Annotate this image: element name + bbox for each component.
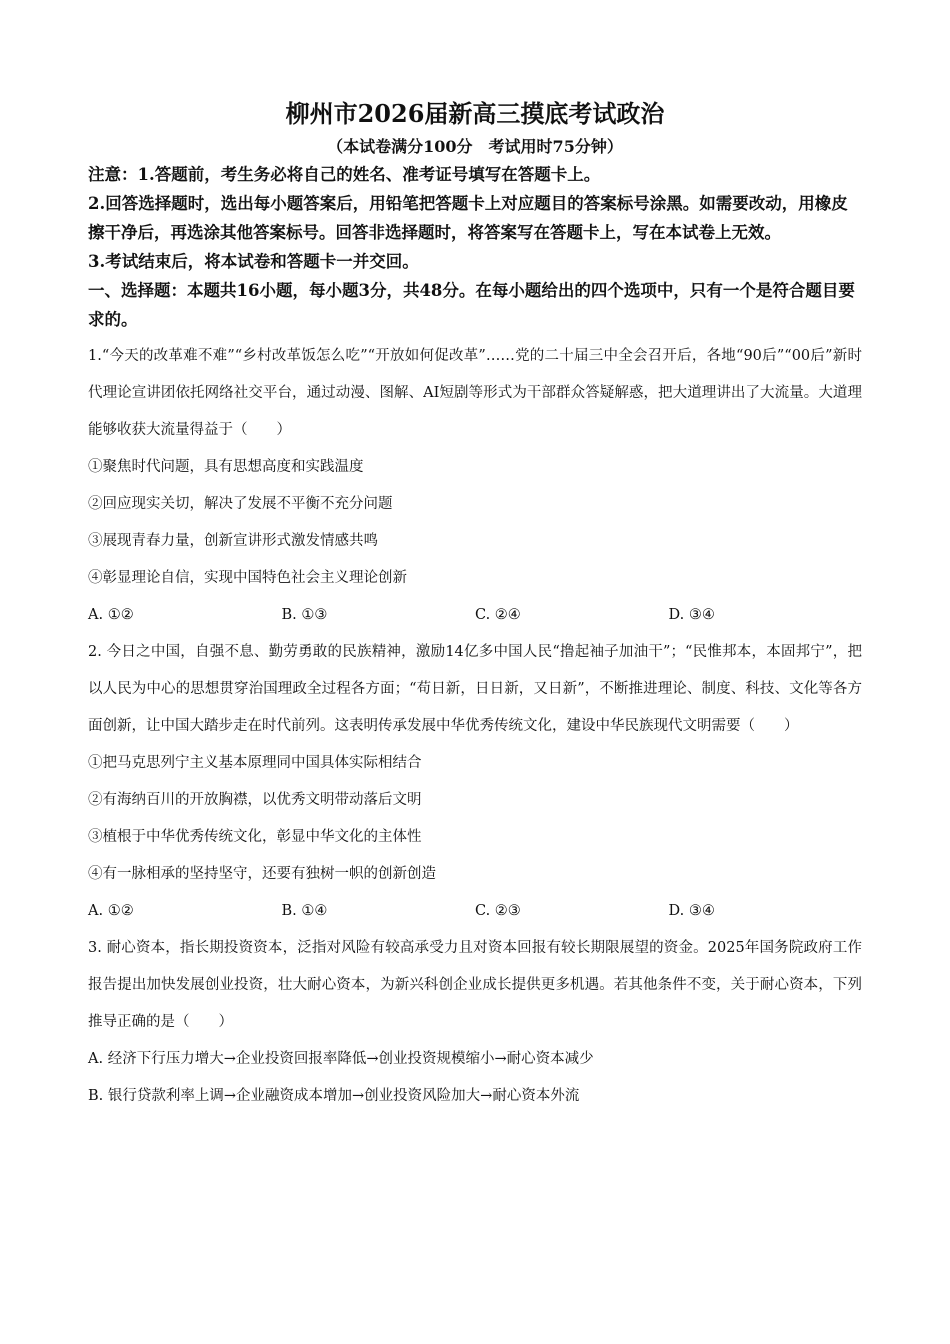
statement: ③植根于中华优秀传统文化，彰显中华文化的主体性 [88, 829, 422, 845]
page-subtitle: （本试卷满分100分 考试用时75分钟） [327, 137, 623, 156]
option-b[interactable]: B. 银行贷款利率上调→企业融资成本增加→创业投资风险加大→耐心资本外流 [88, 1088, 580, 1104]
choice-d[interactable]: D. ③④ [668, 903, 715, 919]
choice-c[interactable]: C. ②④ [475, 607, 521, 623]
statement: ④彰显理论自信，实现中国特色社会主义理论创新 [88, 570, 407, 586]
choice-c[interactable]: C. ②③ [475, 903, 521, 919]
question-text: 1.“今天的改革难不难”“乡村改革饭怎么吃”“开放如何促改革”……党的二十届三中全会召开后，各地“90后”“00后”新时代理论宣讲团依托网络社交平台，通过动漫、图解、AI短剧等形式为干部群众答疑解惑，把大道理讲出了大流量。大道理能够收获大流量得益于（ ） [88, 348, 862, 438]
statement: ③展现青春力量，创新宣讲形式激发情感共鸣 [88, 533, 378, 549]
option-a[interactable]: A. 经济下行压力增大→企业投资回报率降低→创业投资规模缩小→耐心资本减少 [88, 1051, 594, 1067]
choice-b[interactable]: B. ①③ [281, 607, 328, 623]
statement: ①聚焦时代问题，具有思想高度和实践温度 [88, 459, 364, 475]
note-3: 3.考试结束后，将本试卷和答题卡一并交回。 [88, 252, 419, 271]
statement: ②回应现实关切，解决了发展不平衡不充分问题 [88, 496, 393, 512]
notes-block [88, 160, 862, 276]
choice-d[interactable]: D. ③④ [668, 607, 715, 623]
question-text: 3. 耐心资本，指长期投资资本，泛指对风险有较高承受力且对资本回报有较长期限展望的资金。2025年国务院政府工作报告提出加快发展创业投资，壮大耐心资本，为新兴科创企业成长提供更多机遇。若其他条件不变，关于耐心资本，下列推导正确的是（ ） [88, 940, 862, 1030]
statement: ①把马克思列宁主义基本原理同中国具体实际相结合 [88, 755, 422, 771]
question-1 [88, 338, 862, 634]
question-3 [88, 930, 862, 1115]
choice-a[interactable]: A. ①② [88, 607, 134, 623]
note-2: 2.回答选择题时，选出每小题答案后，用铅笔把答题卡上对应题目的答案标号涂黑。如需要改动，用橡皮擦干净后，再选涂其他答案标号。回答非选择题时，将答案写在答题卡上，写在本试卷上无效。 [88, 194, 848, 242]
choice-row [88, 597, 862, 634]
section-heading: 一、选择题：本题共16小题，每小题3分，共48分。在每小题给出的四个选项中，只有一个是符合题目要求的。 [88, 281, 855, 329]
page-title: 柳州市2026届新高三摸底考试政治 [285, 99, 665, 128]
statement: ②有海纳百川的开放胸襟，以优秀文明带动落后文明 [88, 792, 422, 808]
choice-b[interactable]: B. ①④ [281, 903, 328, 919]
note-1: 注意：1.答题前，考生务必将自己的姓名、准考证号填写在答题卡上。 [88, 165, 601, 184]
choice-a[interactable]: A. ①② [88, 903, 134, 919]
choice-row [88, 893, 862, 930]
question-text: 2. 今日之中国，自强不息、勤劳勇敢的民族精神，激励14亿多中国人民“撸起袖子加油干”；“民惟邦本，本固邦宁”，把以人民为中心的思想贯穿治国理政全过程各方面；“苟日新，日日新，又日新”，不断推进理论、制度、科技、文化等各方面创新，让中国大踏步走在时代前列。这表明传承发展中华优秀传统文化，建设中华民族现代文明需要（ ） [88, 644, 862, 734]
question-2 [88, 634, 862, 930]
exam-page [88, 96, 862, 1115]
statement: ④有一脉相承的坚持坚守，还要有独树一帜的创新创造 [88, 866, 436, 882]
